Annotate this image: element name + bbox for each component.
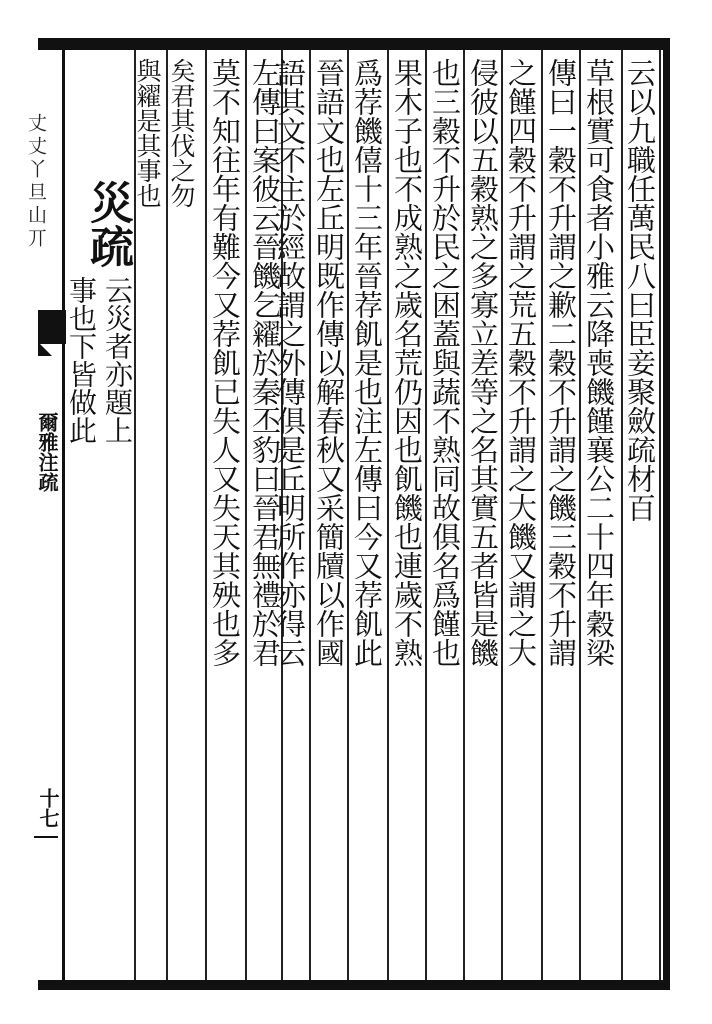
text-column-6: 也三穀不升於民之困蓋與蔬不熟同故俱名爲饉也 [428, 58, 462, 667]
fish-tail-mark [38, 310, 66, 344]
margin-edge-marks: 丈丈丫旦山丌 [25, 113, 47, 251]
column-rule [659, 50, 661, 980]
heading-note-left: 事也下皆做此 [65, 276, 98, 444]
page-number-rule [34, 836, 58, 838]
text-column-7: 果木子也不成熟之歲名荒仍因也飢饑也連歲不熟 [390, 58, 424, 667]
text-column-9: 晉語文也左丘明既作傳以解春秋又采簡牘以作國 [312, 58, 346, 667]
margin-page-number: 十七 [36, 788, 60, 828]
text-column-11: 左傳曰案彼云晉饑乞糴於秦丕豹曰晉君無禮於君 [248, 58, 282, 667]
text-column-2: 草根實可食者小雅云降喪饑饉襄公二十四年穀梁 [582, 58, 616, 667]
text-column-3: 傳曰一穀不升謂之歉二穀不升謂之饑三穀不升謂 [544, 58, 578, 667]
text-column-12: 莫不知往年有難今又荐飢已失人又失天其殃也多 [208, 58, 242, 667]
text-column-14: 與糴是其事也 [133, 58, 162, 208]
heading-note-right: 云災者亦題上 [101, 276, 134, 444]
text-column-1: 云以九職任萬民八曰臣妾聚斂疏材百 [623, 58, 657, 522]
fish-tail-notch [38, 342, 66, 356]
text-column-8: 爲荐饑僖十三年晉荐飢是也注左傳曰今又荐飢此 [350, 58, 384, 667]
frame-bottom-border [38, 980, 670, 990]
frame-right-border [663, 38, 670, 990]
text-column-5: 侵彼以五穀熟之多寡立差等之名其實五者皆是饑 [466, 58, 500, 667]
text-column-4: 之饉四穀不升謂之荒五穀不升謂之大饑又謂之大 [504, 58, 538, 667]
section-heading: 災疏 [82, 180, 133, 268]
frame-left-border [62, 50, 65, 980]
margin-book-title: 爾雅注疏 [35, 412, 59, 492]
frame-top-border [38, 38, 670, 50]
text-column-13: 矣君其伐之勿 [167, 58, 196, 208]
text-column-10: 語其文不主於經故謂之外傳俱是丘明所作亦得云 [273, 58, 307, 667]
